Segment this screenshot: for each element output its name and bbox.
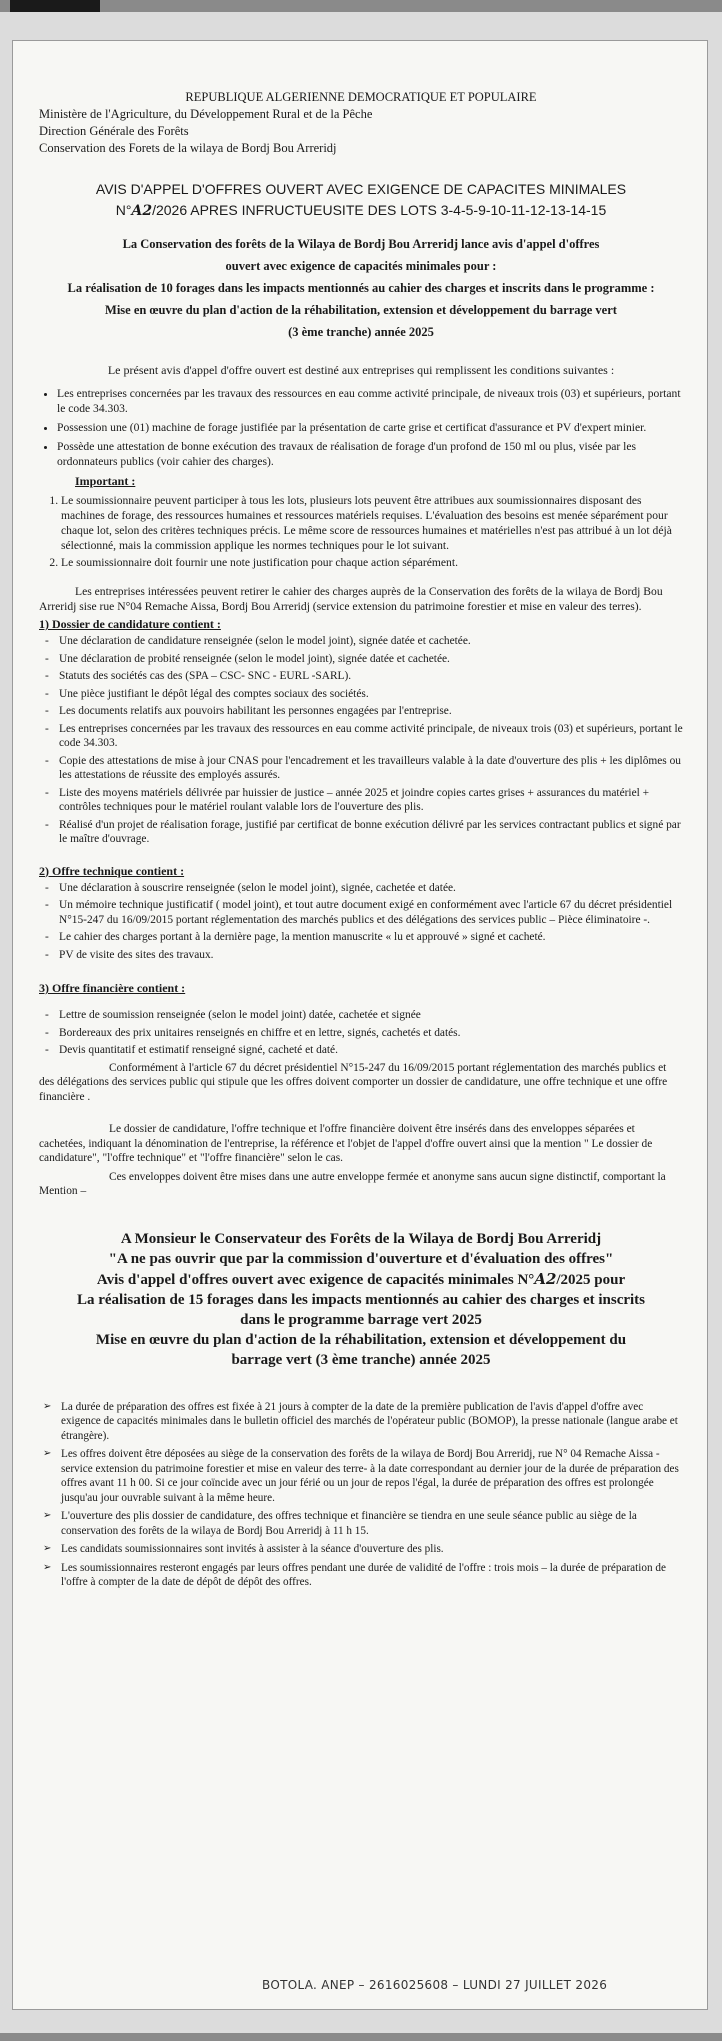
dossier-item: - Une déclaration de candidature renseignée (selon le model joint), signée datée et cachetée. [59, 634, 683, 649]
enveloppes-paragraph: Le dossier de candidature, l'offre technique et l'offre financière doivent être insérés dans des enveloppes séparées et cachetées, indiquant la dénomination de l'entreprise, la référence et l'objet de l'appel d'offre ouvert ainsi que la mention " Le dossier de candidature", "l'offre technique" et "l'offre financière" selon le cas. [39, 1123, 653, 1164]
bottom-edge-bar [0, 2033, 722, 2041]
page-tab-mark [10, 0, 100, 12]
envelope-address-block [39, 1229, 683, 1370]
title-line-2-rest: /2026 APRES INFRUCTUEUSITE DES LOTS 3-4-5-9-10-11-12-13-14-15 [152, 202, 607, 218]
final-point: ➢ L'ouverture des plis dossier de candidature, des offres technique et financière se tiendra en une seule séance public au siège de la conservation des forêts de la wilaya de Bordj Bou Arreridj à 11 h 15. [61, 1509, 683, 1538]
dossier-candidature-label: 1) Dossier de candidature contient : [39, 617, 221, 631]
dossier-item: - Statuts des sociétés cas des (SPA – CSC- SNC - EURL -SARL). [59, 669, 683, 684]
conditions-intro: Le présent avis d'appel d'offre ouvert est destiné aux entreprises qui remplissent les conditions suivantes : [107, 363, 615, 377]
intro-block [39, 236, 683, 340]
condition-item: • Possède une attestation de bonne exécution des travaux de réalisation de forage d'un profond de 150 ml ou plus, visée par les ordonnateurs publics (voir cahier des charges). [57, 439, 683, 469]
conformement-paragraph: Conformément à l'article 67 du décret présidentiel N°15-247 du 16/09/2015 portant réglementation des marchés publics et des délégations des services public qui stipule que les offres doivent comporter un dossier de candidature, une offre technique et une offre financière . [39, 1061, 668, 1103]
condition-item: • Les entreprises concernées par les travaux des ressources en eau comme activité principale, de niveaux trois (03) et supérieurs, portant le code 34.303. [57, 386, 683, 416]
title-line-2 [39, 200, 683, 222]
final-point: ➢ Les offres doivent être déposées au siège de la conservation des forêts de la wilaya de Bordj Bou Arreridj, rue N° 04 Remache Aissa - service extension du patrimoine forestier et mise en valeur des terre- à la date correspondant au dernier jour de la durée de préparation des offres avant 11 h 00. Si ce jour coïncide avec un jour férié ou un jour de repos l'égal, la durée de préparation des offres est prolongée jusqu'au jour ouvrable suivant à la même heure. [61, 1447, 683, 1505]
condition-item: • Possession une (01) machine de forage justifiée par la présentation de carte grise et certificat d'assurance et PV d'expert minier. [57, 420, 683, 435]
offre-financiere-list [39, 1008, 683, 1058]
important-list [39, 493, 683, 570]
financiere-item: - Lettre de soumission renseignée (selon le model joint) datée, cachetée et signée [59, 1008, 683, 1023]
top-edge-bar [0, 0, 722, 12]
handwritten-number: A2 [131, 203, 153, 219]
important-item: 1. Le soumissionnaire peuvent participer à tous les lots, plusieurs lots peuvent être attribues aux soumissionnaires disposant des machines de forage, des ressources humaines et ressources matériels requises. L'évaluation des besoins est menée séparément pour chaque lot, selon des critères techniques précis. Le même score de ressources humaines et matérielles n'est pas attribué à un lot déjà sélectionné, mais la commission applique les normes techniques pour le lot suivant. [61, 493, 683, 553]
technique-item: - Une déclaration à souscrire renseignée (selon le model joint), signée, cachetée et datée. [59, 881, 683, 896]
intro-line-4: Mise en œuvre du plan d'action de la réhabilitation, extension et développement du barrage vert [105, 303, 617, 317]
address-line-5: dans le programme barrage vert 2025 [240, 1311, 482, 1328]
handwritten-number-2: A2 [534, 1269, 557, 1288]
final-points-list [39, 1400, 683, 1590]
intro-line-3: La réalisation de 10 forages dans les impacts mentionnés au cahier des charges et inscrits dans le programme : [67, 281, 655, 295]
final-point: ➢ Les candidats soumissionnaires sont invités à assister à la séance d'ouverture des plis. [61, 1542, 683, 1557]
anonyme-paragraph: Ces enveloppes doivent être mises dans une autre enveloppe fermée et anonyme sans aucun signe distinctif, comportant la Mention – [39, 1170, 666, 1197]
title-num-prefix: N° [115, 202, 132, 218]
retrait-paragraph: Les entreprises intéressées peuvent retirer le cahier des charges auprès de la Conservation des forêts de la wilaya de Bordj Bou Arreridj sise rue N°04 Remache Aissa, Bordj Bou Arreridj (service extension du patrimoine forestier et mise en valeur des terres). [39, 585, 663, 613]
republic-line: REPUBLIQUE ALGERIENNE DEMOCRATIQUE ET POPULAIRE [185, 90, 537, 104]
offre-technique-list [39, 881, 683, 963]
address-line-3-post: /2025 pour [556, 1271, 626, 1288]
offre-financiere-label: 3) Offre financière contient : [39, 981, 186, 995]
address-line-2: "A ne pas ouvrir que par la commission d'ouverture et d'évaluation des offres" [108, 1250, 614, 1267]
address-line-3-pre: Avis d'appel d'offres ouvert avec exigence de capacités minimales N° [96, 1271, 535, 1288]
conservation-line: Conservation des Forets de la wilaya de Bordj Bou Arreridj [39, 141, 337, 155]
dossier-item: - Les documents relatifs aux pouvoirs habilitant les personnes engagées par l'entreprise. [59, 704, 683, 719]
financiere-item: - Devis quantitatif et estimatif renseigné signé, cacheté et daté. [59, 1043, 683, 1058]
ministry-line: Ministère de l'Agriculture, du Développement Rural et de la Pêche [39, 107, 373, 121]
title-line-1: AVIS D'APPEL D'OFFRES OUVERT AVEC EXIGENCE DE CAPACITES MINIMALES [95, 181, 627, 197]
offre-technique-label: 2) Offre technique contient : [39, 863, 185, 878]
intro-line-5: (3 ème tranche) année 2025 [288, 325, 434, 339]
direction-line: Direction Générale des Forêts [39, 124, 189, 138]
important-item: 2. Le soumissionnaire doit fournir une note justification pour chaque action séparément. [61, 555, 683, 570]
dossier-item: - Réalisé d'un projet de réalisation forage, justifié par certificat de bonne exécution délivré par les services contractant publics et signé par le maître d'ouvrage. [59, 818, 683, 847]
financiere-item: - Bordereaux des prix unitaires renseignés en chiffre et en lettre, signés, cachetés et datés. [59, 1026, 683, 1041]
important-label: Important : [75, 474, 136, 488]
notice-page [12, 40, 708, 2010]
dossier-item: - Une déclaration de probité renseignée (selon le model joint), signée datée et cachetée. [59, 652, 683, 667]
technique-item: - Le cahier des charges portant à la dernière page, la mention manuscrite « lu et approuvé » signé et cacheté. [59, 930, 683, 945]
address-line-1: A Monsieur le Conservateur des Forêts de la Wilaya de Bordj Bou Arreridj [120, 1230, 602, 1247]
dossier-item: - Copie des attestations de mise à jour CNAS pour l'encadrement et les travailleurs valable à la date d'ouverture des plis + les diplômes ou les attestations de réussite des employés assurés. [59, 754, 683, 783]
notice-content [39, 89, 683, 1594]
address-line-4: La réalisation de 15 forages dans les impacts mentionnés au cahier des charges et inscrits [76, 1291, 646, 1308]
final-point: ➢ La durée de préparation des offres est fixée à 21 jours à compter de la date de la première publication de l'avis d'appel d'offre avec exigence de capacités minimales dans le bulletin officiel des marchés de l'opérateur public (BOMOP), la presse nationale (langue arabe et étrangère). [61, 1400, 683, 1444]
notice-title [39, 179, 683, 222]
dossier-candidature-list [39, 634, 683, 847]
publication-footer: BOTOLA. ANEP – 2616025608 – LUNDI 27 JUILLET 2026 [262, 1978, 608, 1992]
intro-line-1: La Conservation des forêts de la Wilaya de Bordj Bou Arreridj lance avis d'appel d'offres [122, 237, 600, 251]
address-line-7: barrage vert (3 ème tranche) année 2025 [231, 1351, 491, 1368]
technique-item: - Un mémoire technique justificatif ( model joint), et tout autre document exigé en conformément avec l'article 67 du décret présidentiel N°15-247 du 16/09/2015 portant réglementation des marchés publics et des délégations des services public – Pièce éliminatoire -. [59, 898, 683, 927]
conditions-list [39, 386, 683, 469]
dossier-item: - Les entreprises concernées par les travaux des ressources en eau comme activité principale, de niveaux trois (03) et supérieurs, portant le code 34.303. [59, 722, 683, 751]
address-line-6: Mise en œuvre du plan d'action de la réhabilitation, extension et développement du [95, 1331, 627, 1348]
technique-item: - PV de visite des sites des travaux. [59, 948, 683, 963]
official-header [39, 89, 683, 157]
final-point: ➢ Les soumissionnaires resteront engagés par leurs offres pendant une durée de validité de l'offre : trois mois – la durée de préparation de l'offre à compter de la date de dépôt de dépôt des offres. [61, 1561, 683, 1590]
dossier-item: - Une pièce justifiant le dépôt légal des comptes sociaux des sociétés. [59, 687, 683, 702]
address-line-3 [39, 1269, 683, 1290]
dossier-item: - Liste des moyens matériels délivrée par huissier de justice – année 2025 et joindre copies cartes grises + assurances du matériel + contrôles techniques pour le matériel roulant valable lors de l'ouverture des plis. [59, 786, 683, 815]
intro-line-2: ouvert avec exigence de capacités minimales pour : [225, 259, 497, 273]
